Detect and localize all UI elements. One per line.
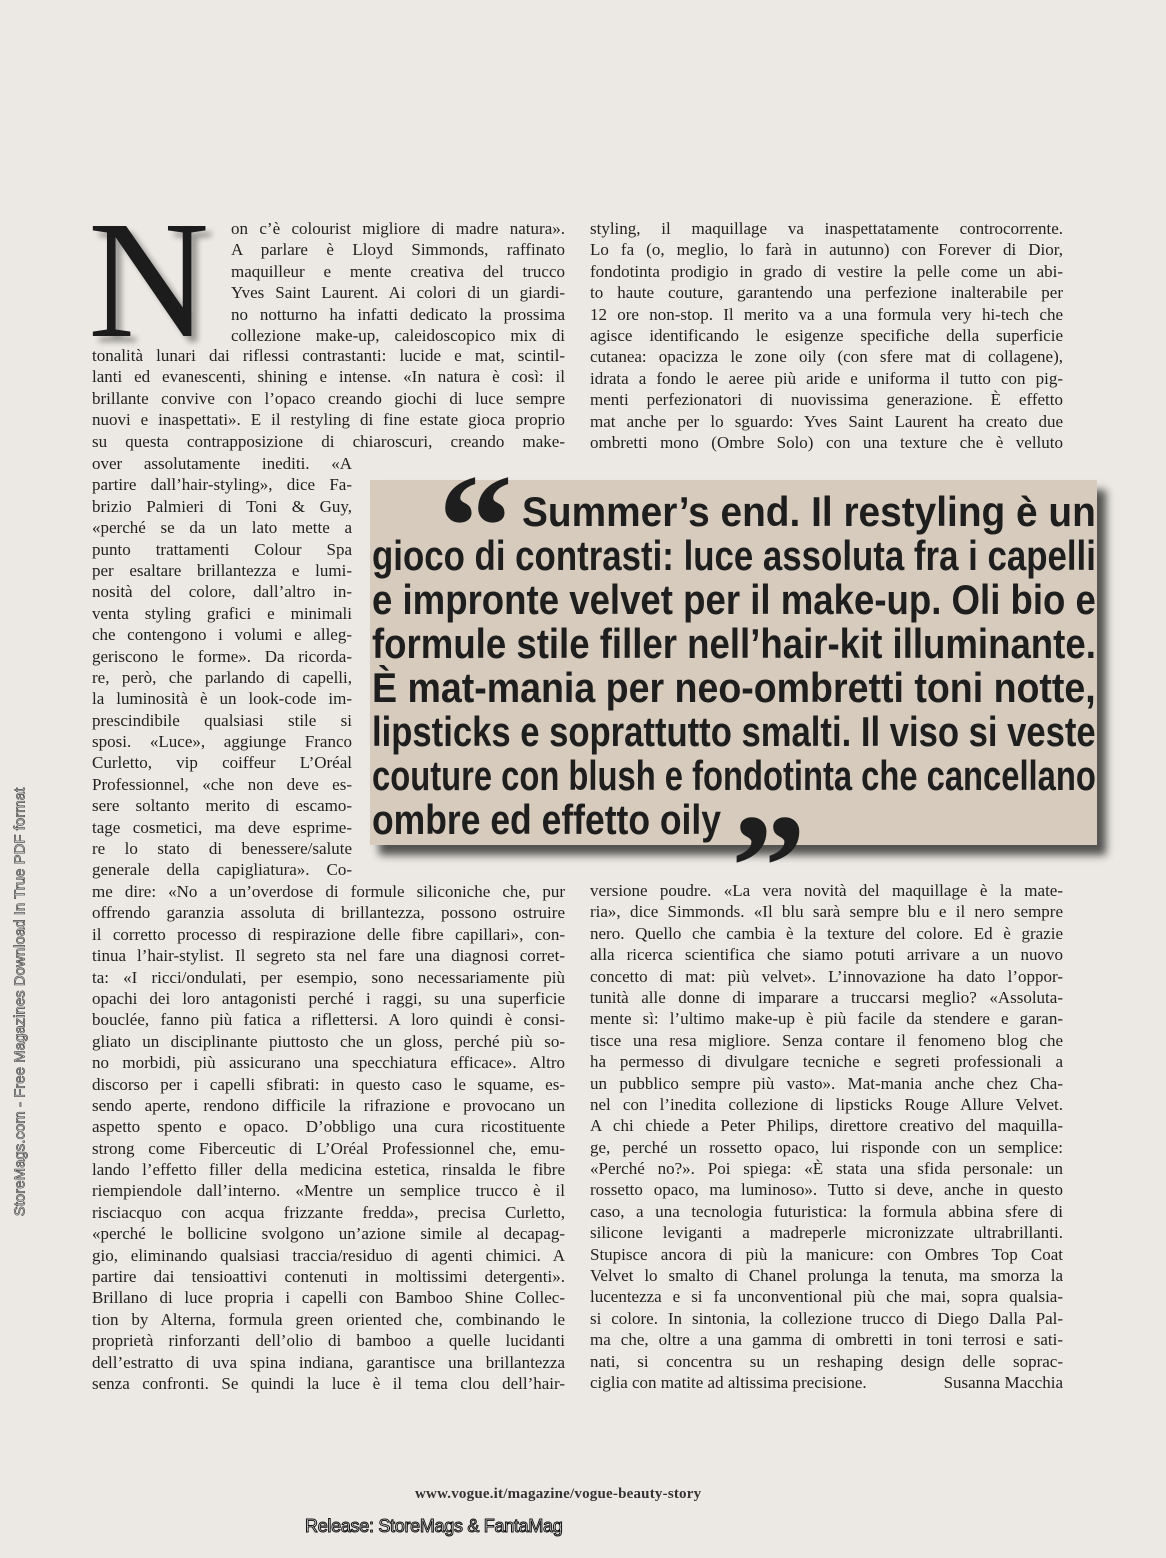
text-line: lando l’effetto filler della medicina estetica, rinsalda le fibre: [92, 1160, 565, 1180]
text-line: nel con l’inedita collezione di lipsticks Rouge Allure Velvet.: [590, 1094, 1063, 1114]
text-line: nero. Quello che cambia è la texture del colore. Ed è grazie: [590, 923, 1063, 943]
pull-quote-line: lipsticks e soprattutto smalti. Il viso si veste: [372, 708, 1096, 755]
text-line: che contengono i volumi e alleg-: [92, 625, 352, 645]
text-line: sendo aperte, rendono difficile la rifrazione e provocano un: [92, 1095, 565, 1115]
pull-quote-line: ombre ed effetto oily: [372, 796, 722, 843]
text-line: caso, a una tecnologia futuristica: la formula abbina sfere di: [590, 1201, 1063, 1221]
text-line: venta styling grafici e minimali: [92, 603, 352, 623]
text-line: gliato un disciplinante piuttosto che un gloss, perché più so-: [92, 1031, 565, 1051]
text-line: tonalità lunari dai riflessi contrastanti: lucide e mat, scintil-: [92, 346, 565, 365]
text-line: gio, eliminando qualsiasi traccia/residuo di agenti chimici. A: [92, 1245, 565, 1265]
text-line: me dire: «No a un’overdose di formule siliconiche che, pur: [92, 882, 565, 901]
text-line: aspetto spento e opaco. D’obbligo una cura ricostituente: [92, 1117, 565, 1137]
text-line: tunità alle donne di imparare a truccarsi meglio? «Assoluta-: [590, 987, 1063, 1007]
text-line: nosità del colore, dall’altro in-: [92, 582, 352, 602]
close-quote-icon: ”: [731, 784, 806, 950]
text-line: dell’estratto di uva spina indiana, garantisce una brillantezza: [92, 1352, 565, 1372]
text-line: sposi. «Luce», aggiunge Franco: [92, 732, 352, 752]
text-line: tinua l’hair-stylist. Il segreto sta nel fare una diagnosi corret-: [92, 946, 565, 966]
text-line: fondotinta prodigio in grado di vestire la pelle come un abi-: [590, 261, 1063, 281]
side-watermark: StoreMags.com - Free Magazines Download In True PDF format: [11, 787, 29, 1217]
text-line: generale della capigliatura». Co-: [92, 860, 352, 880]
author-byline: Susanna Macchia: [943, 1373, 1063, 1392]
text-line: no morbidi, più assicurano una specchiatura efficace». Altro: [92, 1053, 565, 1073]
text-line: versione poudre. «La vera novità del maquillage è la mate-: [590, 881, 1063, 900]
text-line: discorso per i capelli sfibrati: in questo caso le squame, es-: [92, 1074, 565, 1094]
text-line: riempiendole dall’interno. «Mentre un semplice trucco è il: [92, 1181, 565, 1201]
text-line: brizio Palmieri di Toni & Guy,: [92, 496, 352, 516]
text-line: nuovi e inaspettati». E il restyling di fine estate gioca proprio: [92, 410, 565, 430]
text-line: re lo stato di benessere/salute: [92, 839, 352, 859]
text-line: mente sì: l’ultimo make-up è più facile da stendere e garan-: [590, 1009, 1063, 1029]
text-line: il corretto processo di respirazione delle fibre capillari», con-: [92, 924, 565, 944]
text-line: la luminosità è un look-code im-: [92, 689, 352, 709]
release-credit: Release: StoreMags & FantaMag: [305, 1516, 563, 1536]
text-line: ta: «I ricci/ondulati, per esempio, sono necessariamente più: [92, 967, 565, 987]
text-line: offrendo garanzia assoluta di brillantezza, possono ostruire: [92, 903, 565, 923]
left-column-intro: [231, 218, 565, 346]
text-line: Stupisce ancora di più la manicure: con Ombres Top Coat: [590, 1244, 1063, 1264]
text-line: idrata a fondo le aeree più aride e uniforma il tutto con pig-: [590, 368, 1063, 388]
footer-url: www.vogue.it/magazine/vogue-beauty-story: [415, 1486, 702, 1502]
pull-quote-line: couture con blush e fondotinta che cancellano: [372, 752, 1096, 799]
text-line: menti perfezionatori di nuovissima generazione. È effetto: [590, 390, 1063, 410]
left-column-top: [92, 345, 565, 452]
text-line: proprietà rinforzanti dell’olio di bamboo a quelle lucidanti: [92, 1331, 565, 1351]
text-line: styling, il maquillage va inaspettatamente controcorrente.: [590, 219, 1063, 238]
text-line: partire dall’hair-styling», dice Fa-: [92, 475, 352, 495]
text-line: sere soltanto merito di escamo-: [92, 796, 352, 816]
text-line: geriscono le forme». Da ricorda-: [92, 646, 352, 666]
text-line: re, però, che parlando di capelli,: [92, 667, 352, 687]
text-line: on c’è colourist migliore di madre natura».: [231, 219, 565, 238]
text-line: concetto di mat: più velvet». L’innovazione ha dato l’oppor-: [590, 966, 1063, 986]
drop-cap: N: [88, 187, 210, 373]
pull-quote-line: formule stile filler nell’hair-kit illuminante.: [372, 620, 1096, 667]
text-line: un pubblico sempre più vasto». Mat-mania anche chez Cha-: [590, 1073, 1063, 1093]
pull-quote-line: Summer’s end. Il restyling è un: [522, 488, 1096, 535]
text-line: Yves Saint Laurent. Ai colori di un giardi-: [231, 283, 565, 303]
text-line: partire dai tensioattivi contenuti in moltissimi detergenti».: [92, 1267, 565, 1287]
text-line: su questa contrapposizione di chiaroscuri, creando make-: [92, 431, 565, 451]
right-column-bottom: [590, 880, 1063, 1372]
text-line: bouclée, fanno più fatica a riflettersi. A loro quindi è consi-: [92, 1010, 565, 1030]
text-line: prescindibile qualsiasi stile si: [92, 710, 352, 730]
text-line: si colore. In sintonia, la collezione trucco di Diego Dalla Pal-: [590, 1308, 1063, 1328]
text-line: lucentezza e si fa unconventional più che mai, sopra qualsia-: [590, 1287, 1063, 1307]
text-line: 12 ore non-stop. Il merito va a una formula very hi-tech che: [590, 304, 1063, 324]
text-line: per esaltare brillantezza e lumi-: [92, 560, 352, 580]
text-line: «Perché no?». Poi spiega: «È stata una sfida personale: un: [590, 1159, 1063, 1179]
text-line: Brillano di luce propria i capelli con Bamboo Shine Collec-: [92, 1288, 565, 1308]
text-line: ria», dice Simmonds. «Il blu sarà sempre blu e il nero sempre: [590, 902, 1063, 922]
text-line: agisce identificando le esigenze specifiche della superficie: [590, 325, 1063, 345]
text-line: lanti ed evanescenti, shining e intense. «In natura è così: il: [92, 367, 565, 387]
text-line: collezione make-up, caleidoscopico mix di: [231, 325, 565, 345]
text-line: punto trattamenti Colour Spa: [92, 539, 352, 559]
text-line: ge, perché un rossetto opaco, lui risponde con un semplice:: [590, 1137, 1063, 1157]
text-line: Velvet lo smalto di Chanel prolunga la tenuta, ma smorza la: [590, 1266, 1063, 1286]
text-line: silicone leviganti a madreperle micronizzate ultrabrillanti.: [590, 1223, 1063, 1243]
text-line: Professionnel, «che non deve es-: [92, 774, 352, 794]
pull-quote-line: È mat-mania per neo-ombretti toni notte,: [372, 664, 1096, 711]
text-line: «perché le bollicine svolgono un’azione simile al decapag-: [92, 1224, 565, 1244]
pull-quote-line: e impronte velvet per il make-up. Oli bio e: [372, 576, 1096, 623]
text-line: tage cosmetici, ma deve esprime-: [92, 817, 352, 837]
text-line: nati, si concentra su un reshaping design delle soprac-: [590, 1351, 1063, 1371]
text-line: ma che, oltre a una gamma di ombretti in toni terrosi e sati-: [590, 1330, 1063, 1350]
text-line: over assolutamente inediti. «A: [92, 454, 352, 473]
text-line: to haute couture, garantendo una perfezione inalterabile per: [590, 283, 1063, 303]
text-line: mat anche per lo sguardo: Yves Saint Laurent ha creato due: [590, 411, 1063, 431]
text-line: ha permesso di divulgare tecniche e segreti professionali a: [590, 1052, 1063, 1072]
text-line: opachi dei loro antagonisti perché i raggi, su una superficie: [92, 988, 565, 1008]
left-column-bottom: [92, 881, 565, 1394]
text-line: tion by Alterna, formula green oriented che, combinando le: [92, 1309, 565, 1329]
text-line: «perché se da un lato mette a: [92, 518, 352, 538]
text-line: rossetto opaco, ma luminoso». Tutto si deve, anche in questo: [590, 1180, 1063, 1200]
text-line: no notturno ha infatti dedicato la prossima: [231, 304, 565, 324]
text-line: A parlare è Lloyd Simmonds, raffinato: [231, 240, 565, 260]
text-line: senza confronti. Se quindi la luce è il tema clou dell’hair-: [92, 1373, 565, 1393]
text-line: Curletto, vip coiffeur L’Oréal: [92, 753, 352, 773]
right-column-top: [590, 218, 1063, 453]
text-line: ombretti mono (Ombre Solo) con una texture che è velluto: [590, 432, 1063, 452]
text-line: risciacquo con acqua frizzante fredda», precisa Curletto,: [92, 1202, 565, 1222]
closing-line: [590, 1372, 1063, 1393]
text-line: cutanea: opacizza le zone oily (con sfere mat di collagene),: [590, 347, 1063, 367]
final-sentence: ciglia con matite ad altissima precisione.: [590, 1373, 867, 1392]
left-column-narrow: [92, 453, 352, 881]
text-line: A chi chiede a Peter Philips, direttore creativo del maquilla-: [590, 1116, 1063, 1136]
text-line: tisce una resa migliore. Senza contare il fenomeno blog che: [590, 1030, 1063, 1050]
pull-quote-line: gioco di contrasti: luce assoluta fra i capelli: [372, 532, 1096, 579]
text-line: strong come Fiberceutic di L’Oréal Professionnel che, emu-: [92, 1138, 565, 1158]
text-line: maquilleur e mente creativa del trucco: [231, 261, 565, 281]
text-line: brillante convive con l’opaco creando giochi di luce sempre: [92, 388, 565, 408]
text-line: alla ricerca scientifica che siamo potuti arrivare a un nuovo: [590, 945, 1063, 965]
text-line: Lo fa (o, meglio, lo farà in autunno) con Forever di Dior,: [590, 240, 1063, 260]
open-quote-icon: “: [438, 444, 513, 610]
